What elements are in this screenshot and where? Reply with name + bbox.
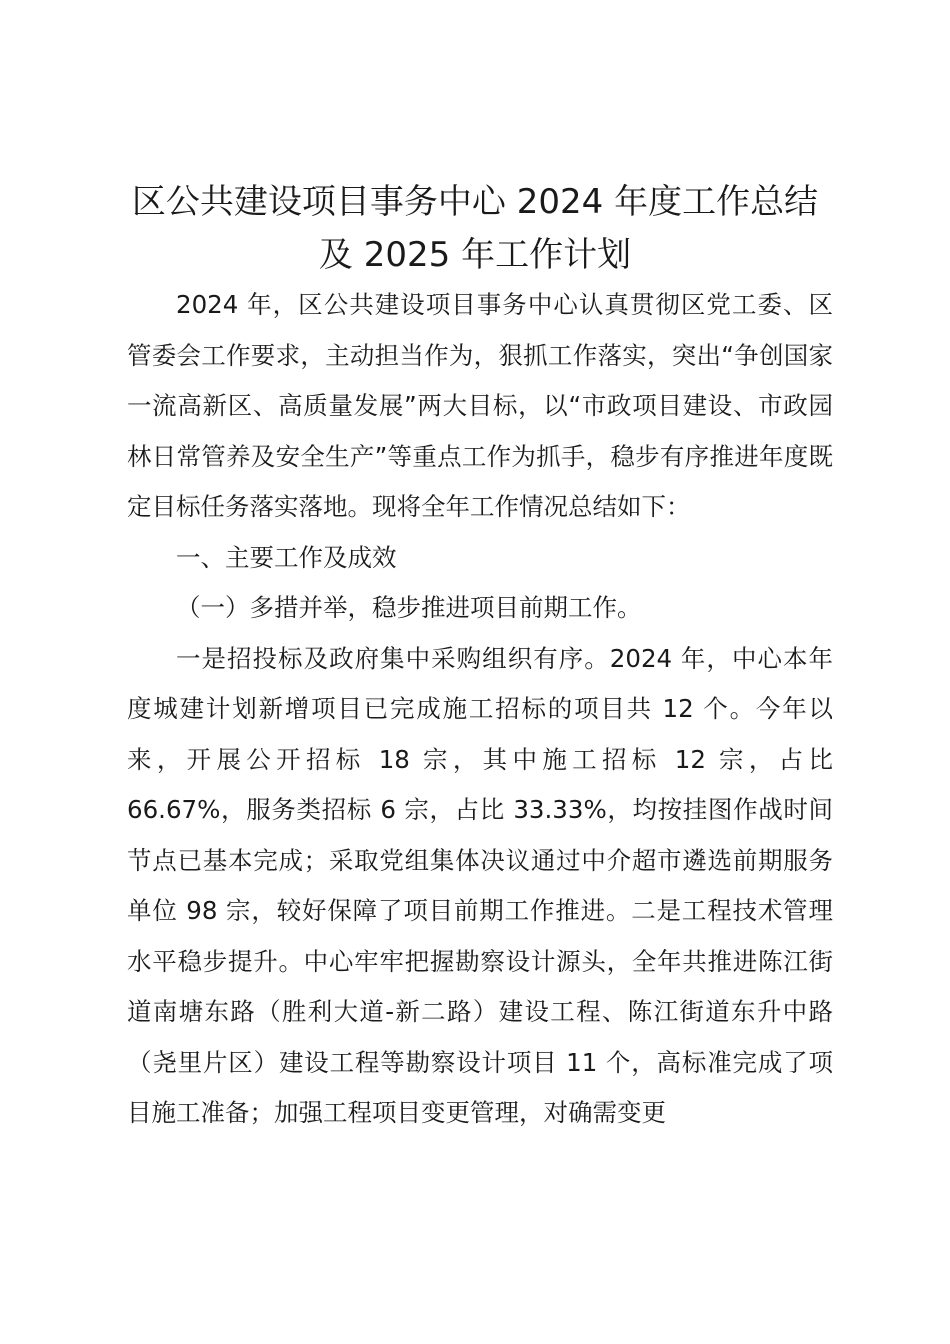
document-title [100,176,850,282]
paragraph-intro: 2024 年，区公共建设项目事务中心认真贯彻区党工委、区管委会工作要求，主动担当作为，狠抓工作落实，突出“争创国家一流高新区、高质量发展”两大目标，以“市政项目建设、市政园林日常管养及安全生产”等重点工作为抓手，稳步有序推进年度既定目标任务落实落地。现将全年工作情况总结如下： [127,290,833,521]
section-heading: 一、主要工作及成效 [176,542,397,572]
subsection-heading: （一）多措并举，稳步推进项目前期工作。 [176,593,642,622]
title-line-1: 区公共建设项目事务中心 2024 年度工作总结 [131,182,819,222]
paragraph-details: 一是招投标及政府集中采购组织有序。2024 年，中心本年度城建计划新增项目已完成施工招标的项目共 12 个。今年以来，开展公开招标 18 宗，其中施工招标 12 宗，占比 66.67%，服务类招标 6 宗，占比 33.33%，均按挂图作战时间节点已基本完成；采取党组集体决议通过中介超市遴选前期服务单位 98 宗，较好保障了项目前期工作推进。二是工程技术管理水平稳步提升。中心牢牢把握勘察设计源头，全年共推进陈江街道南塘东路（胜利大道-新二路）建设工程、陈江街道东升中路（尧里片区）建设工程等勘察设计项目 11 个，高标准完成了项目施工准备；加强工程项目变更管理，对确需变更 [127,643,833,1127]
document-body [127,280,833,1139]
title-line-2: 及 2025 年工作计划 [318,235,632,275]
